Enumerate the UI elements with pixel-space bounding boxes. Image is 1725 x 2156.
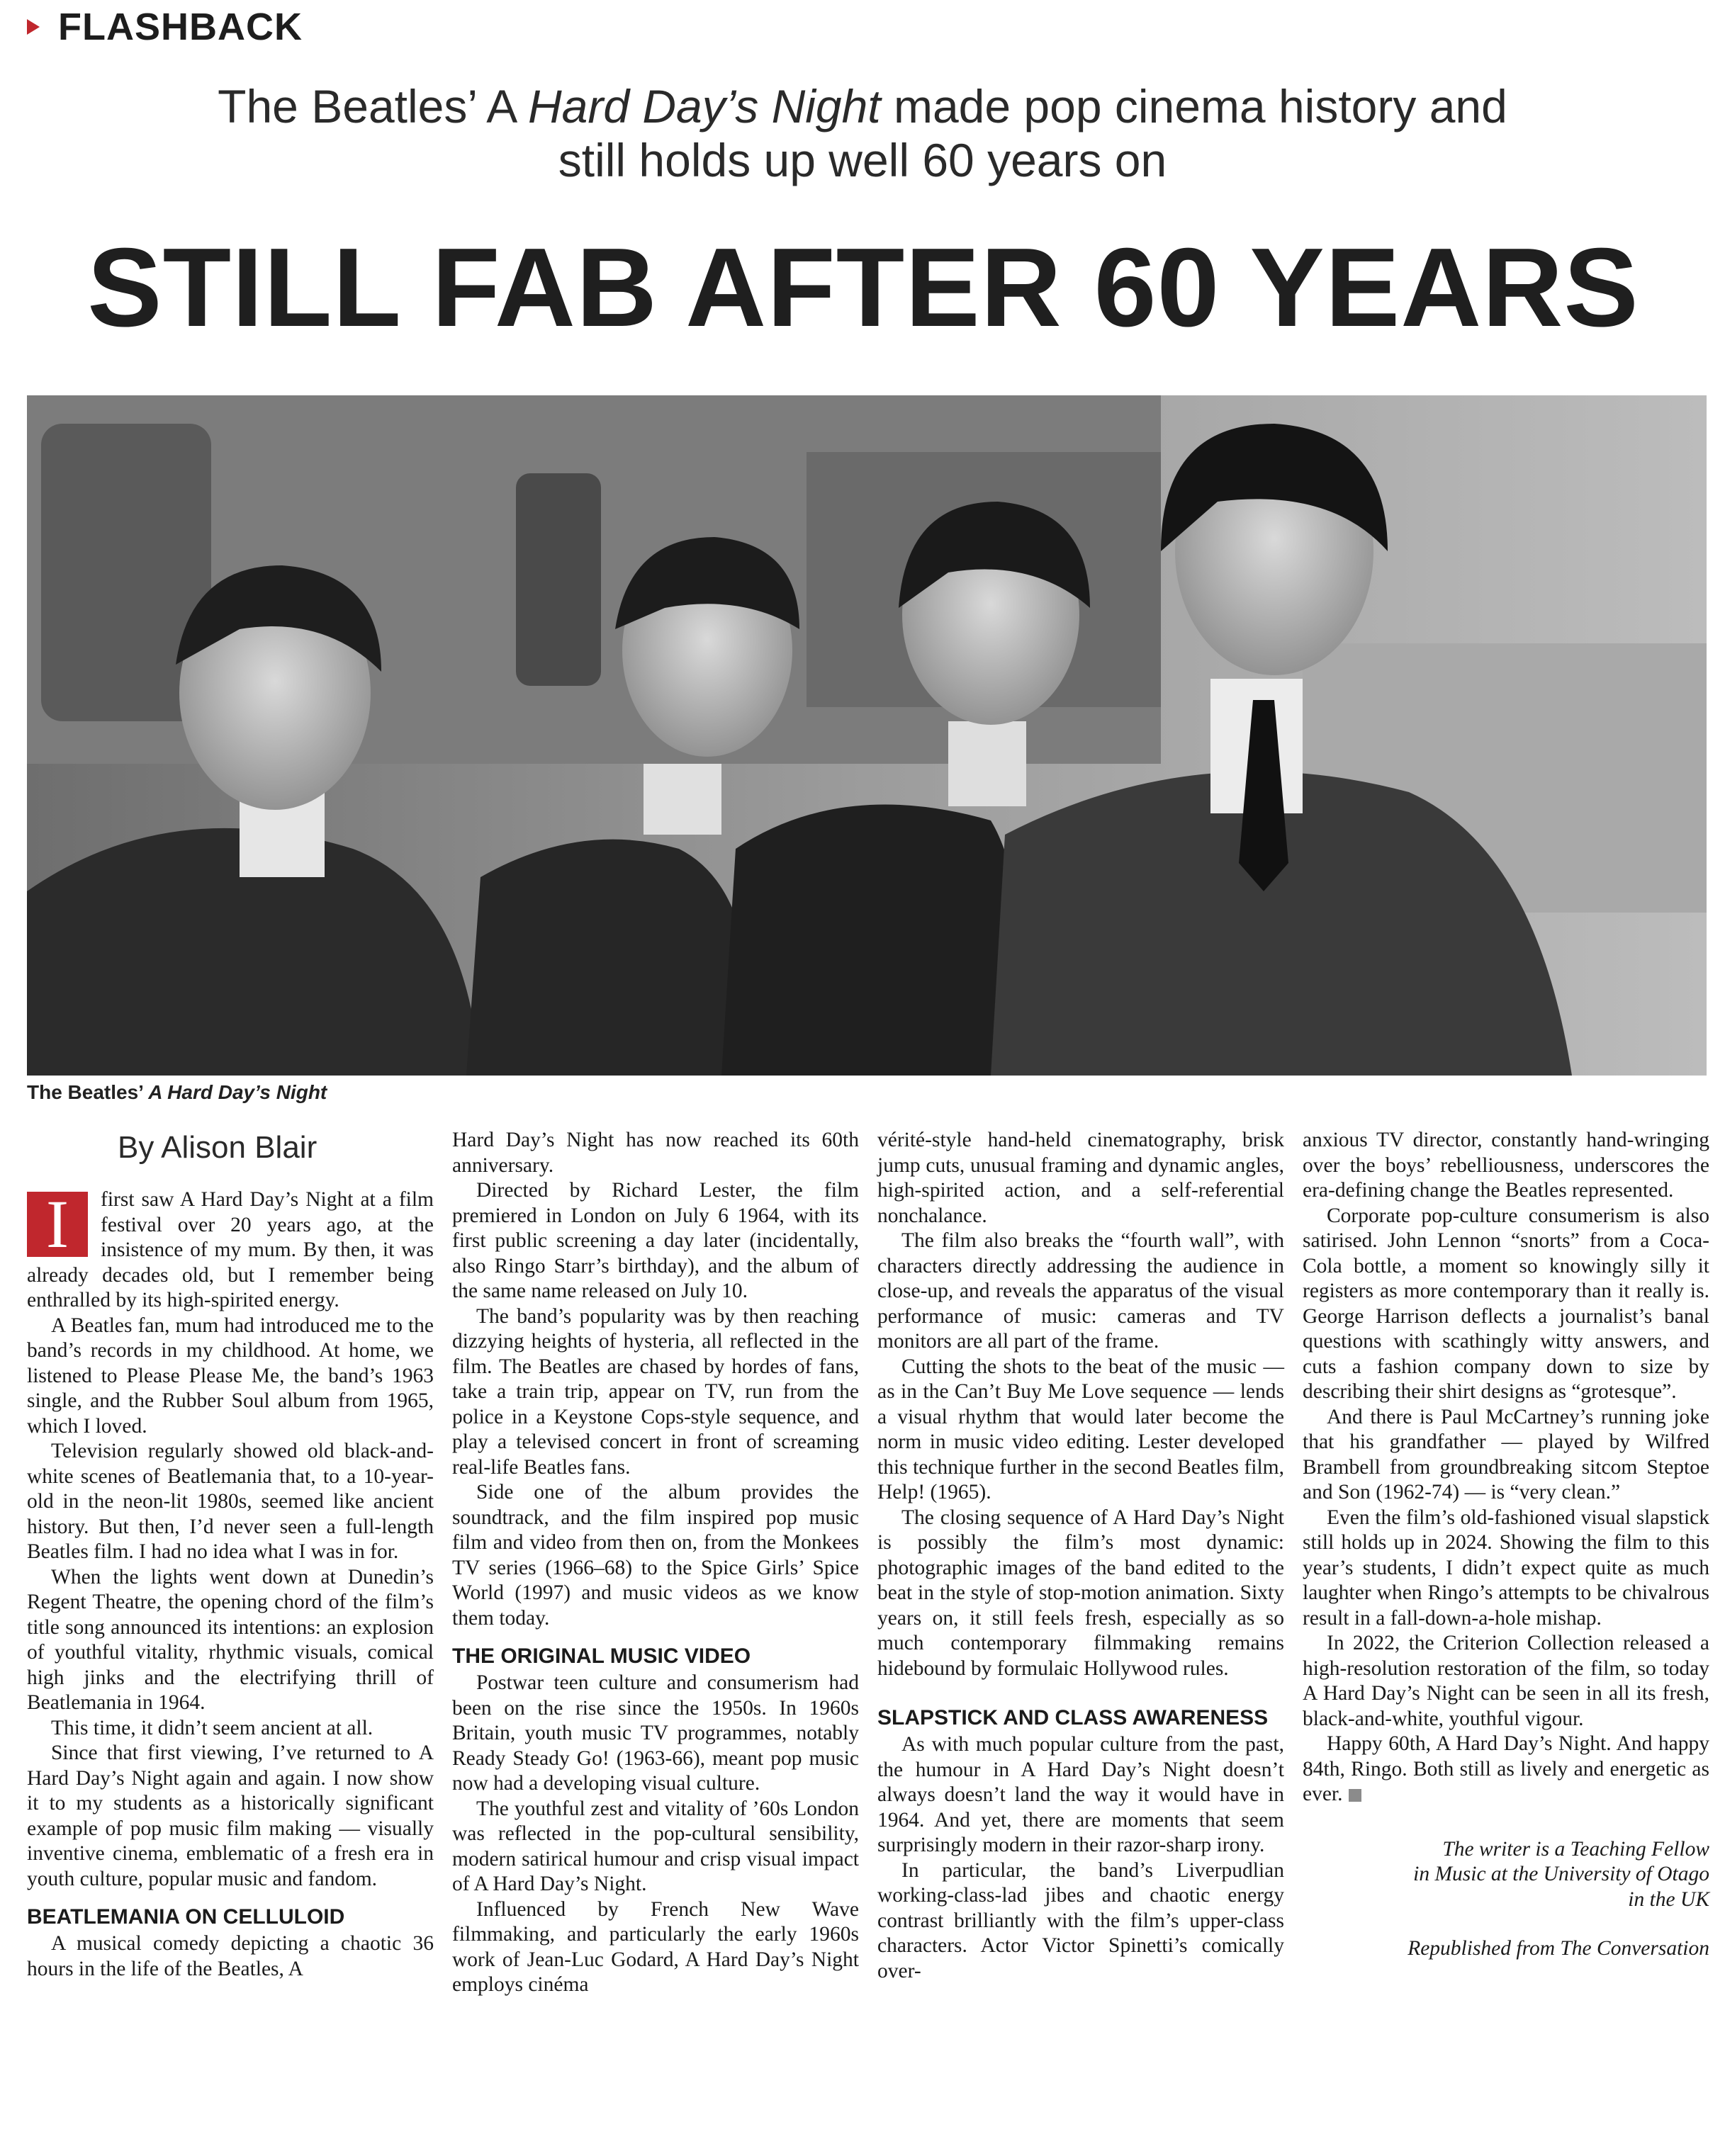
article-column-1 [27,1128,434,1982]
paragraph: Television regularly showed old black-and-white scenes of Beatlemania that, to a 10-year-old in the neon-lit 1980s, seemed like ancient history. But then, I’d never seen a full-length Beatles film. I had no idea what I was in for. [27,1440,434,1563]
paragraph: Cutting the shots to the beat of the music — as in the Can’t Buy Me Love sequence — lends a visual rhythm that would later become the norm in music video editing. Lester developed this technique further in the second Beatles film, Help! (1965). [877,1355,1284,1503]
paragraph: Side one of the album provides the soundtrack, and the film inspired pop music film and video from then on, from the Monkees TV series (1966–68) to the Spice Girls’ Spice World (1997) and music videos as we know them today. [452,1481,859,1630]
photo-caption [27,1081,327,1104]
paragraph: Directed by Richard Lester, the film premiered in London on July 6 1964, with its first public screening a day later (incidentally, also Ringo Starr’s birthday), and the album of the same name released on July 10. [452,1179,859,1302]
credit-line: in the UK [1628,1887,1709,1911]
paragraph: vérité-style hand-held cinematography, brisk jump cuts, unusual framing and dynamic angles, high-spirited action, and a self-referential nonchalance. [877,1129,1284,1227]
paragraph-text: first saw A Hard Day’s Night at a film festival over 20 years ago, at the insistence of my mum. By then, it was already decades old, but I remember being enthralled by its high-spirited energy. [27,1188,434,1311]
paragraph: And there is Paul McCartney’s running joke that his grandfather — played by Wilfred Brambell from groundbreaking sitcom Steptoe and Son (1962-74) — is “very clean.” [1303,1405,1709,1503]
subheading-slapstick: SLAPSTICK AND CLASS AWARENESS [877,1706,1269,1729]
drop-cap: I [27,1192,88,1257]
paragraph: Influenced by French New Wave filmmaking, and particularly the early 1960s work of Jean-Luc Godard, A Hard Day’s Night employs cinéma [452,1897,859,1996]
paragraph: The closing sequence of A Hard Day’s Night is possibly the film’s most dynamic: photographic images of the band edited to the beat in the style of stop-motion animation. Sixty years on, it still feels fresh, especially as so much contemporary filmmaking remains hidebound by formulaic Hollywood rules. [877,1506,1284,1680]
paragraph: A musical comedy depicting a chaotic 36 hours in the life of the Beatles, A [27,1932,434,1980]
standfirst-film-title: Hard Day’s Night [528,80,881,132]
paragraph: In 2022, the Criterion Collection released a high-resolution restoration of the film, so today A Hard Day’s Night can be seen in all its fresh, black-and-white, youthful vigour. [1303,1632,1709,1730]
paragraph: Since that first viewing, I’ve returned to A Hard Day’s Night again and again. I now show it to my students as a historically significant example of pop music film making — visually inventive cinema, emblematic of a fresh era in youth culture, popular music and fandom. [27,1742,434,1890]
republished-credit: Republished from The Conversation [1407,1937,1709,1960]
paragraph: When the lights went down at Dunedin’s Regent Theatre, the opening chord of the film’s title song announced its intentions: an explosion of youthful vitality, rhythmic visuals, comical high jinks and the electrifying thrill of Beatlemania in 1964. [27,1565,434,1714]
section-label-text: FLASHBACK [58,6,303,48]
subheading-music-video: THE ORIGINAL MUSIC VIDEO [452,1644,751,1668]
paragraph: As with much popular culture from the past, the humour in A Hard Day’s Night doesn’t always doesn’t land the way it would have in 1964. And yet, there are moments that seem surprisingly modern in their razor-sharp irony. [877,1733,1284,1856]
paragraph: In particular, the band’s Liverpudlian working-class-lad jibes and chaotic energy contrast brilliantly with the film’s upper-class characters. Actor Victor Spinetti’s comically over- [877,1858,1284,1982]
standfirst-line-2: still holds up well 60 years on [558,134,1167,186]
triangle-bullet-icon [27,19,40,35]
paragraph-text: Happy 60th, A Hard Day’s Night. And happy 84th, Ringo. Both still as lively and energetic as ever. [1303,1732,1709,1805]
end-mark-icon [1349,1789,1361,1802]
article-column-2 [452,1128,859,1998]
caption-prefix: The Beatles’ [27,1081,149,1103]
article-column-3 [877,1128,1284,1984]
article-column-4 [1303,1128,1709,1962]
paragraph: A Beatles fan, mum had introduced me to the band’s records in my childhood. At home, we listened to Please Please Me, the band’s 1963 single, and the Rubber Soul album from 1965, which I loved. [27,1314,434,1438]
subheading-beatlemania: BEATLEMANIA ON CELLULOID [27,1905,345,1929]
paragraph: Hard Day’s Night has now reached its 60th anniversary. [452,1129,859,1177]
section-label [27,4,303,50]
paragraph: Even the film’s old-fashioned visual slapstick still holds up in 2024. Showing the film to this year’s students, I didn’t expect quite as much laughter when Ringo’s attempts to be chivalrous result in a fall-down-a-hole mishap. [1303,1506,1709,1630]
paragraph: Corporate pop-culture consumerism is also satirised. John Lennon “snorts” from a Coca-Cola bottle, a moment so knowingly silly it registers as more contemporary than it really is. George Harrison deflects a journalist’s banal questions with scathingly witty answers, and cuts a fashion company down to size by describing their shirt designs as “grotesque”. [1303,1204,1709,1403]
credit-line: The writer is a Teaching Fellow [1442,1837,1709,1861]
byline: By Alison Blair [118,1130,318,1165]
paragraph: anxious TV director, constantly hand-wringing over the boys’ rebelliousness, underscores the era-defining change the Beatles represented. [1303,1129,1709,1202]
paragraph: This time, it didn’t seem ancient at all. [51,1716,373,1739]
credit-line: in Music at the University of Otago [1413,1863,1709,1885]
paragraph-final [1303,1732,1709,1807]
author-credit [1303,1837,1709,1913]
paragraph: The youthful zest and vitality of ’60s London was reflected in the pop-cultural sensibility, modern satirical humour and crisp visual impact of A Hard Day’s Night. [452,1797,859,1895]
headline: STILL FAB AFTER 60 YEARS [87,225,1639,350]
paragraph: Postwar teen culture and consumerism had been on the rise since the 1950s. In 1960s Britain, youth music TV programmes, notably Ready Steady Go! (1963-66), meant pop music now had a developing visual culture. [452,1671,859,1795]
standfirst [85,79,1640,187]
standfirst-part-1: The Beatles’ A [218,80,528,132]
caption-film-title: A Hard Day’s Night [148,1081,327,1103]
beatles-photo [27,395,1707,1076]
paragraph: The band’s popularity was by then reaching dizzying heights of hysteria, all reflected in the film. The Beatles are chased by hordes of fans, take a train trip, appear on TV, run from the police in a Keystone Cops-style sequence, and play a televised concert in front of screaming real-life Beatles fans. [452,1304,859,1479]
beatles-photo-illustration [27,395,1707,1076]
paragraph [27,1187,434,1314]
paragraph: The film also breaks the “fourth wall”, with characters directly addressing the audience in close-up, and reveals the apparatus of the visual performance of music: cameras and TV monitors are all part of the frame. [877,1229,1284,1353]
standfirst-part-2: made pop cinema history and [880,80,1507,132]
